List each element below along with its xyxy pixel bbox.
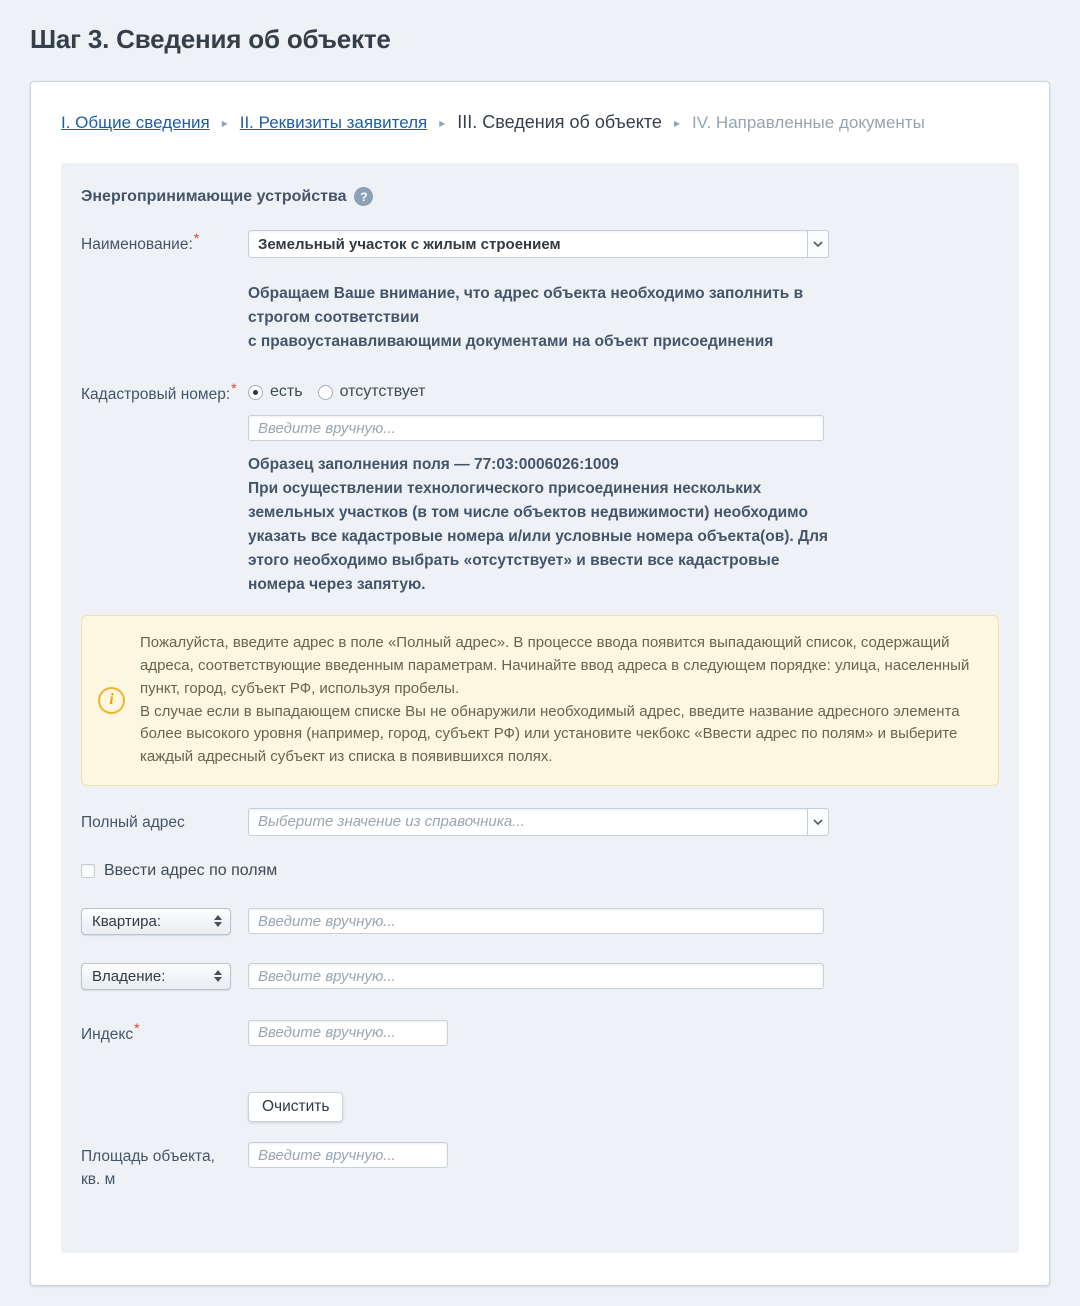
breadcrumb-separator-icon: ▸ [439, 115, 446, 130]
postal-index-label: Индекс* [81, 1019, 140, 1043]
required-mark: * [231, 379, 237, 396]
full-address-label: Полный адрес [81, 813, 185, 831]
breadcrumb-separator-icon: ▸ [221, 115, 228, 130]
area-label: Площадь объекта, кв. м [81, 1148, 215, 1188]
required-mark: * [134, 1019, 140, 1036]
page-title: Шаг 3. Сведения об объекте [30, 24, 391, 54]
select-spinner-icon [214, 915, 222, 927]
help-question-icon[interactable]: ? [354, 187, 373, 206]
name-field-row [81, 230, 999, 354]
postal-index-row [81, 1020, 999, 1046]
breadcrumb-step-2[interactable]: II. Реквизиты заявителя [239, 112, 428, 132]
cadastral-radio-yes[interactable] [248, 385, 263, 400]
apartment-input[interactable] [248, 908, 824, 934]
address-by-fields-checkbox-row[interactable] [81, 862, 999, 880]
address-by-fields-checkbox[interactable] [81, 864, 95, 878]
cadastral-hint: Образец заполнения поля — 77:03:0006026:1009 При осуществлении технологического присоединения нескольких земельных участков (в том числе объектов недвижимости) необходимо указать все кадастровые номера и/или условные номера объекта(ов). Для этого необходимо выбрать «отсутствует» и ввести все кадастровые номера через запятую. [248, 456, 828, 594]
cadastral-number-input[interactable] [248, 415, 824, 441]
breadcrumb-separator-icon: ▸ [673, 115, 680, 130]
full-address-row [81, 808, 999, 836]
ownership-type-value: Владение: [92, 967, 166, 985]
cadastral-field-row [81, 380, 999, 597]
name-select-value: Земельный участок с жилым строением [258, 235, 561, 253]
cadastral-radio-no-label[interactable]: отсутствует [339, 383, 426, 401]
clear-button[interactable]: Очистить [248, 1092, 343, 1122]
full-address-select[interactable] [248, 808, 829, 836]
select-spinner-icon [214, 970, 222, 982]
cadastral-label: Кадастровый номер:* [81, 379, 237, 404]
chevron-down-icon[interactable] [807, 809, 828, 835]
cadastral-radio-yes-label[interactable]: есть [270, 383, 303, 401]
ownership-row [81, 963, 999, 990]
postal-index-input[interactable] [248, 1020, 448, 1046]
area-input[interactable] [248, 1142, 448, 1168]
step-card [30, 81, 1050, 1286]
apartment-type-value: Квартира: [92, 912, 161, 930]
cadastral-radio-group [248, 380, 999, 401]
cadastral-radio-no[interactable] [318, 385, 333, 400]
chevron-down-icon[interactable] [807, 231, 828, 257]
address-note: Обращаем Ваше внимание, что адрес объекта необходимо заполнить в строгом соответствии с правоустанавливающими документами на объект присоединения [248, 285, 804, 351]
breadcrumb-step-1[interactable]: I. Общие сведения [61, 112, 210, 132]
name-label: Наименование:* [81, 229, 200, 253]
address-info-box: i Пожалуйста, введите адрес в поле «Полный адрес». В процессе ввода появится выпадающий список, содержащий адреса, соответствующие введенным параметрам. Начинайте ввод адреса в следующем порядке: улица, населенный пункт, город, субъект РФ, используя пробелы. В случае если в выпадающем списке Вы не обнаружили необходимый адрес, введите название адресного элемента более высокого уровня (например, город, субъект РФ) или установите чекбокс «Ввести адрес по полям» и выберите каждый адресный субъект из списка в появившихся полях. [81, 615, 999, 786]
full-address-placeholder: Выберите значение из справочника... [258, 813, 525, 831]
apartment-type-select[interactable] [81, 908, 231, 935]
form-panel [61, 163, 1019, 1253]
ownership-type-select[interactable] [81, 963, 231, 990]
required-mark: * [193, 229, 200, 246]
breadcrumb [61, 112, 1019, 133]
breadcrumb-step-3-current: III. Сведения об объекте [457, 112, 662, 132]
section-title: Энергопринимающие устройства [81, 187, 347, 205]
address-by-fields-label: Ввести адрес по полям [104, 861, 278, 879]
area-row [81, 1142, 999, 1191]
info-icon: i [98, 687, 125, 714]
breadcrumb-step-4: IV. Направленные документы [691, 112, 925, 132]
ownership-input[interactable] [248, 963, 824, 989]
name-select[interactable] [248, 230, 829, 258]
apartment-row [81, 908, 999, 935]
